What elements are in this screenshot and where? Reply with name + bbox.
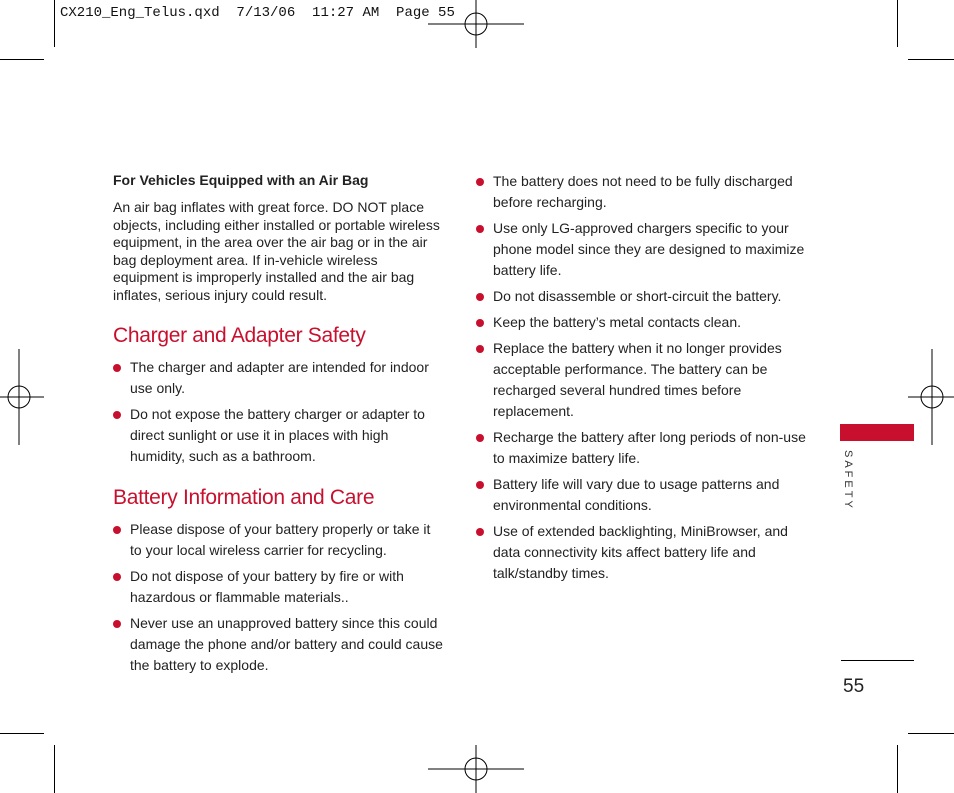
bullet-icon bbox=[113, 526, 121, 534]
print-slug: CX210_Eng_Telus.qxd 7/13/06 11:27 AM Page 55 bbox=[60, 5, 455, 21]
battery-info-list bbox=[113, 519, 443, 676]
bullet-icon bbox=[476, 319, 484, 327]
bullet-icon bbox=[113, 411, 121, 419]
crop-mark bbox=[897, 0, 898, 47]
list-item: Do not dispose of your battery by fire or with hazardous or flammable materials.. bbox=[113, 566, 443, 608]
bullet-icon bbox=[476, 481, 484, 489]
registration-mark-bottom bbox=[428, 745, 524, 793]
crop-mark bbox=[0, 733, 44, 734]
list-item: Use of extended backlighting, MiniBrowser, and data connectivity kits affect battery life and talk/standby times. bbox=[476, 521, 806, 584]
crop-mark bbox=[54, 745, 55, 793]
airbag-paragraph: An air bag inflates with great force. DO NOT place objects, including either installed or portable wireless equipment, in the area over the air bag or in the air bag deployment area. If in-vehicle wireless equipment is improperly installed and the air bag inflates, serious injury could result. bbox=[113, 199, 440, 303]
list-item: Keep the battery’s metal contacts clean. bbox=[476, 312, 806, 333]
bullet-icon bbox=[113, 620, 121, 628]
page-number-rule bbox=[841, 660, 914, 661]
bullet-icon bbox=[476, 293, 484, 301]
right-column bbox=[476, 171, 806, 589]
list-item: The battery does not need to be fully discharged before recharging. bbox=[476, 171, 806, 213]
crop-mark bbox=[908, 59, 954, 60]
bullet-icon bbox=[476, 528, 484, 536]
bullet-icon bbox=[113, 364, 121, 372]
bullet-icon bbox=[476, 434, 484, 442]
charger-safety-title: Charger and Adapter Safety bbox=[113, 323, 366, 347]
crop-mark bbox=[54, 0, 55, 47]
charger-safety-list bbox=[113, 357, 443, 467]
list-item: Do not expose the battery charger or adapter to direct sunlight or use it in places with high humidity, such as a bathroom. bbox=[113, 404, 443, 467]
section-tab-marker bbox=[840, 424, 914, 441]
list-item: Replace the battery when it no longer provides acceptable performance. The battery can be recharged several hundred times before replacement. bbox=[476, 338, 806, 422]
registration-mark-top bbox=[428, 0, 524, 48]
page-number: 55 bbox=[843, 676, 865, 697]
airbag-heading: For Vehicles Equipped with an Air Bag bbox=[113, 172, 369, 188]
bullet-icon bbox=[476, 345, 484, 353]
registration-mark-right bbox=[908, 349, 954, 445]
bullet-icon bbox=[476, 178, 484, 186]
list-item: Please dispose of your battery properly or take it to your local wireless carrier for recycling. bbox=[113, 519, 443, 561]
bullet-icon bbox=[476, 225, 484, 233]
bullet-icon bbox=[113, 573, 121, 581]
list-item: Use only LG-approved chargers specific to your phone model since they are designed to maximize battery life. bbox=[476, 218, 806, 281]
registration-mark-left bbox=[0, 349, 44, 445]
battery-care-list bbox=[476, 171, 806, 584]
list-item: Recharge the battery after long periods of non-use to maximize battery life. bbox=[476, 427, 806, 469]
battery-info-title: Battery Information and Care bbox=[113, 485, 375, 509]
list-item: Never use an unapproved battery since this could damage the phone and/or battery and could cause the battery to explode. bbox=[113, 613, 443, 676]
left-column bbox=[113, 171, 443, 681]
section-tab-label: SAFETY bbox=[842, 450, 854, 511]
crop-mark bbox=[897, 745, 898, 793]
list-item: Battery life will vary due to usage patterns and environmental conditions. bbox=[476, 474, 806, 516]
crop-mark bbox=[0, 59, 44, 60]
list-item: The charger and adapter are intended for indoor use only. bbox=[113, 357, 443, 399]
crop-mark bbox=[908, 733, 954, 734]
list-item: Do not disassemble or short-circuit the battery. bbox=[476, 286, 806, 307]
